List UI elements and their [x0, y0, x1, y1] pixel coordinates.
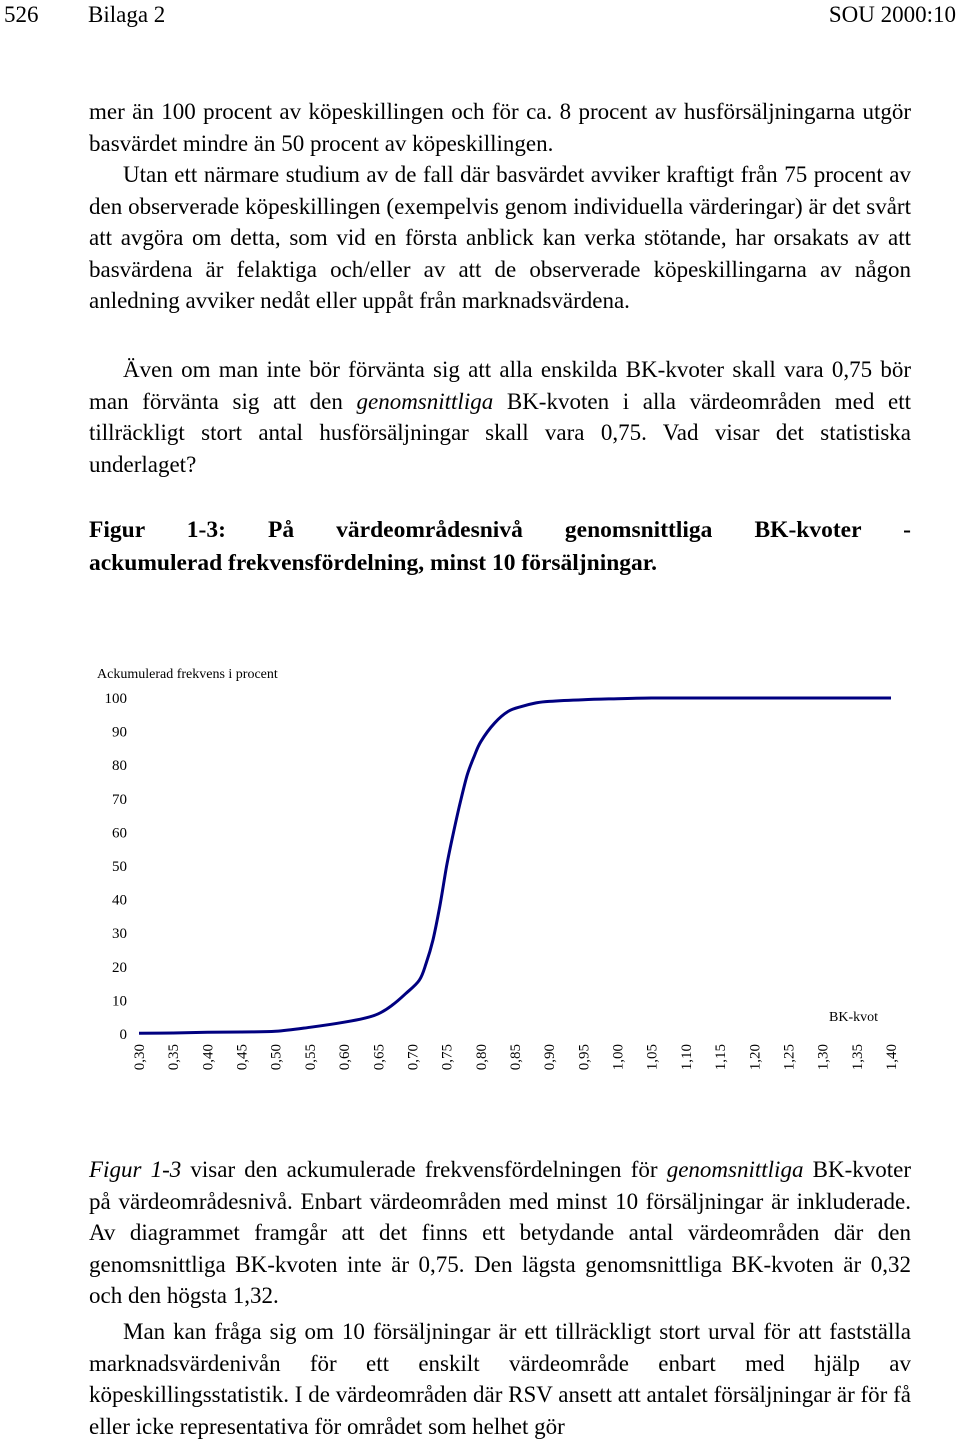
paragraph-4-text-end: BK-kvoter på värdeområdesnivå. Enbart värdeområden med minst 10 försäljningar är inkluderade. Av diagrammet framgår att det finns ett betydande antal värdeområden där den genomsnittliga BK-kvoten inte är 0,75. Den lägsta genomsnittliga BK-kvoten är 0,32 och den högsta 1,32. [89, 1157, 911, 1309]
x-tick-label: 1,40 [884, 1044, 900, 1071]
y-axis-label: Ackumulerad frekvens i procent [97, 667, 278, 682]
series-line [139, 698, 891, 1033]
x-tick-label: 0,95 [576, 1044, 593, 1071]
figure-title-line-1: Figur 1-3: På värdeområdesnivå genomsnittliga BK-kvoter - [89, 517, 911, 543]
section-title: Bilaga 2 [88, 2, 166, 27]
paragraph-2: Utan ett närmare studium av de fall där basvärdet avviker kraftigt från 75 procent av den observerade köpeskillingen (exempelvis genom individuella värderingar) är det svårt att avgöra om detta, som vid en första anblick kan verka stötande, har orsakats av att basvärdena är felaktiga och/eller av att de observerade köpeskillingarna av någon anledning avviker nedåt eller uppåt från marknadsvärdena. [89, 162, 911, 314]
y-tick-label: 80 [112, 758, 127, 775]
document-id: SOU 2000:10 [828, 2, 956, 27]
x-tick-label: 1,10 [678, 1044, 695, 1071]
x-tick-label: 0,75 [439, 1044, 456, 1071]
x-tick-label: 0,30 [132, 1044, 148, 1071]
y-tick-label: 0 [119, 1027, 127, 1043]
series-group [139, 698, 891, 1033]
paragraph-3-emphasis: genomsnittliga [356, 388, 494, 414]
x-tick-label: 0,50 [268, 1044, 285, 1071]
y-tick-label: 20 [112, 959, 127, 976]
paragraph-4-emphasis: genomsnittliga [666, 1157, 804, 1182]
x-tick-label: 0,55 [302, 1044, 319, 1071]
paragraph-3-text: Även om man inte bör förvänta sig att alla enskilda BK-kvoter skall vara 0,75 bör man förvänta sig att den [89, 357, 911, 414]
x-tick-label: 1,20 [747, 1044, 764, 1071]
x-tick-label: 0,40 [200, 1044, 217, 1071]
x-tick-label: 1,35 [849, 1044, 866, 1071]
x-tick-label: 0,80 [473, 1044, 490, 1071]
x-tick-label: 1,00 [610, 1044, 627, 1071]
y-tick-label: 100 [104, 691, 127, 707]
x-tick-label: 1,25 [781, 1044, 798, 1071]
figure-title-line-2: ackumulerad frekvensfördelning, minst 10 försäljningar. [89, 550, 657, 576]
y-tick-label: 40 [112, 892, 127, 909]
paragraph-3-text-end: BK-kvoten i alla värdeområden med ett tillräckligt stort antal husförsäljningar skall vara 0,75. Vad visar det statistiska underlaget? [89, 388, 911, 477]
paragraph-1: mer än 100 procent av köpeskillingen och för ca. 8 procent av husförsäljningarna utgör basvärdet mindre än 50 procent av köpeskillingen. [89, 99, 911, 156]
x-tick-label: 1,05 [644, 1044, 661, 1071]
x-tick-label: 0,65 [371, 1044, 388, 1071]
paragraph-4-text: visar den ackumulerade frekvensfördelningen för [181, 1157, 667, 1182]
figure-reference: Figur 1-3 [89, 1157, 182, 1182]
y-tick-label: 70 [112, 791, 127, 808]
x-tick-label: 0,60 [337, 1044, 354, 1071]
x-tick-label: 0,85 [508, 1044, 524, 1071]
y-tick-label: 30 [112, 926, 127, 943]
y-axis-ticks [105, 691, 128, 1043]
x-tick-label: 0,35 [166, 1044, 183, 1071]
paragraph-5: Man kan fråga sig om 10 försäljningar är ett tillräckligt stort urval för att fastställa marknadsvärdenivån för ett enskilt värdeområde enbart med hjälp av köpeskillingsstatistik. I de värdeområden där RSV ansett att antalet försäljningar är för få eller icke representativa för området som helhet gör [89, 1319, 911, 1439]
x-tick-label: 0,70 [405, 1044, 422, 1071]
x-tick-label: 0,90 [542, 1044, 559, 1071]
x-axis-label: BK-kvot [829, 1010, 878, 1025]
page-number: 526 [4, 2, 39, 27]
y-tick-label: 10 [112, 993, 127, 1010]
x-tick-label: 1,15 [713, 1044, 730, 1071]
paragraph-4 [89, 1154, 911, 1312]
x-tick-label: 0,45 [234, 1044, 251, 1071]
y-tick-label: 90 [112, 724, 127, 741]
x-axis-ticks [132, 1044, 900, 1070]
y-tick-label: 50 [112, 859, 127, 875]
y-tick-label: 60 [112, 825, 127, 842]
x-tick-label: 1,30 [815, 1044, 832, 1071]
